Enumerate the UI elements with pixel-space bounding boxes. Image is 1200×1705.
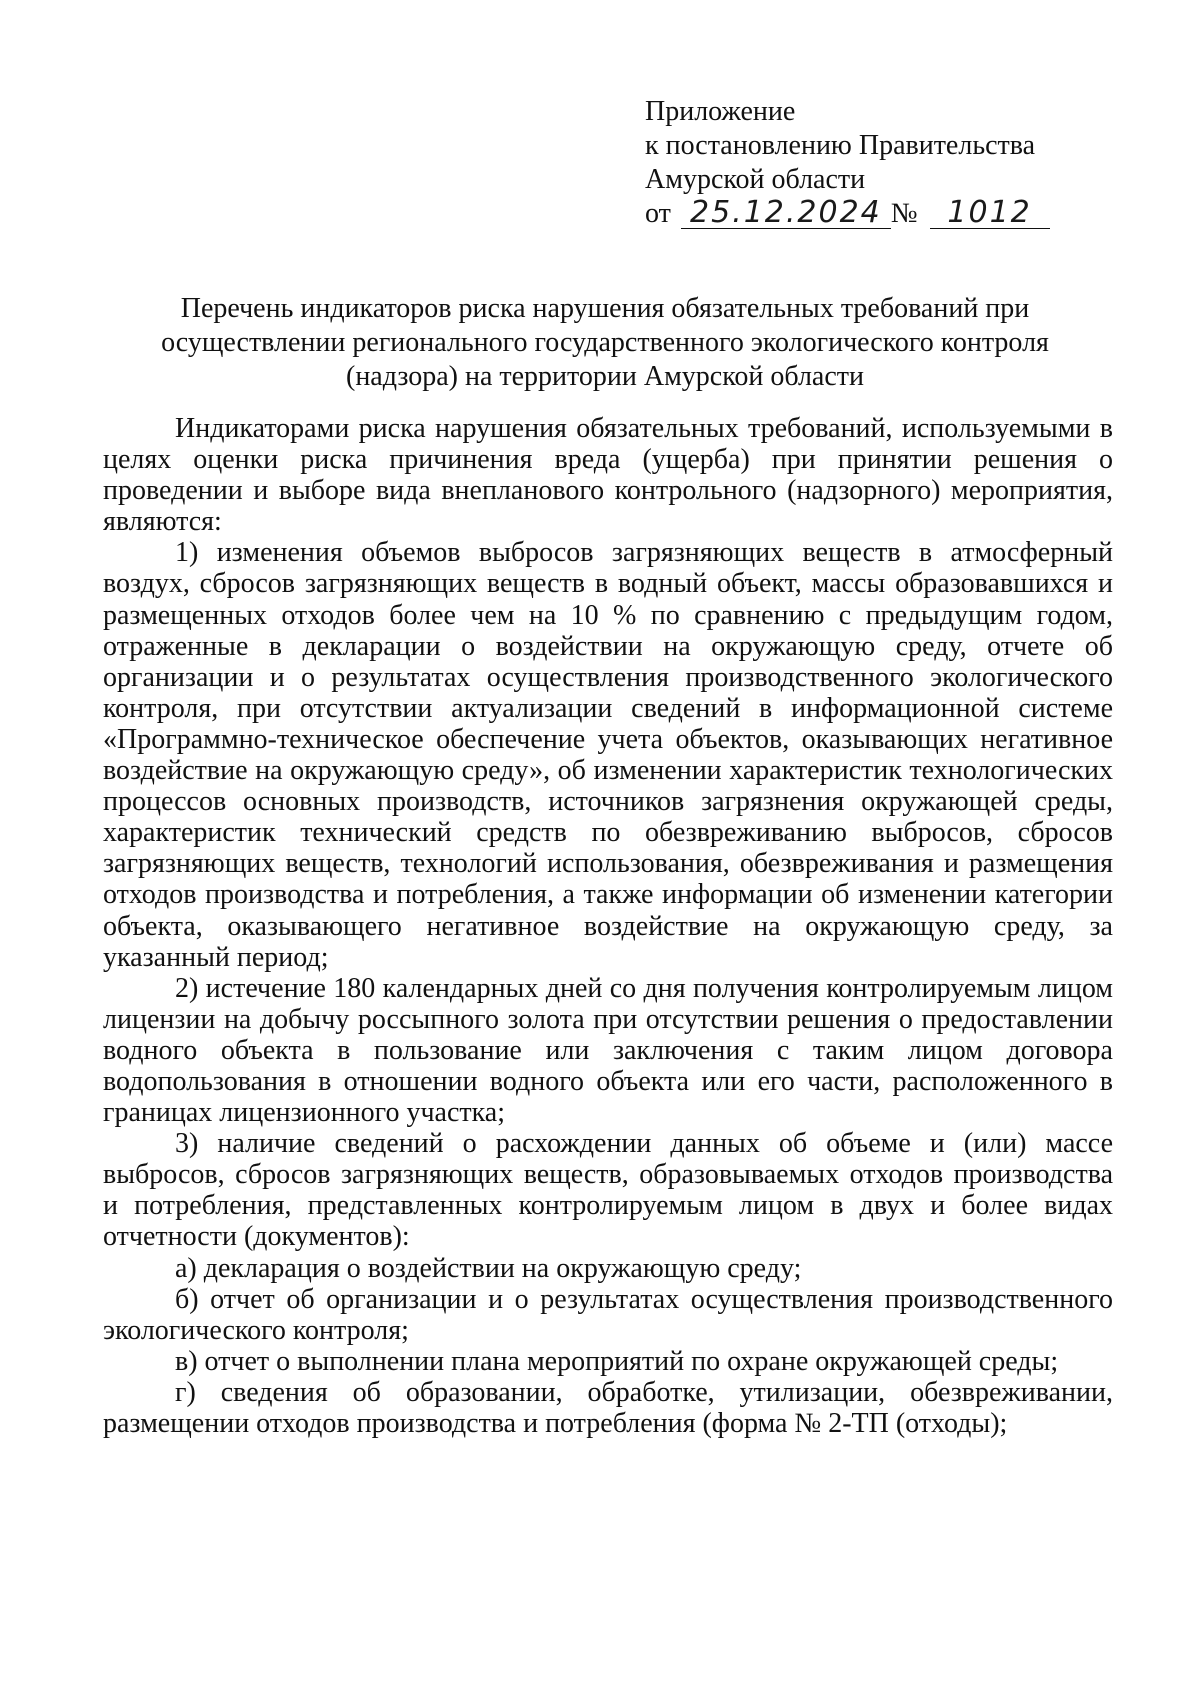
subitem-b-paragraph: б) отчет об организации и о результатах осуществления производственного экологического контроля; — [103, 1283, 1113, 1346]
handwritten-date: 25.12.2024 — [681, 198, 891, 229]
handwritten-number: 1012 — [930, 198, 1050, 229]
appendix-header — [645, 95, 1050, 231]
subitem-g-paragraph: г) сведения об образовании, обработке, утилизации, обезвреживании, размещении отходов производства и потребления (форма № 2-ТП (отходы); — [103, 1376, 1113, 1439]
subitem-a-paragraph: а) декларация о воздействии на окружающую среду; — [175, 1252, 802, 1284]
appendix-region: Амурской области — [645, 164, 866, 195]
appendix-resolution-ref: к постановлению Правительства — [645, 130, 1036, 161]
appendix-label: Приложение — [645, 96, 796, 127]
indicator-1-paragraph: 1) изменения объемов выбросов загрязняющих веществ в атмосферный воздух, сбросов загрязняющих веществ в водный объект, массы образовавшихся и размещенных отходов более чем на 10 % по сравнению с предыдущим годом, отраженные в декларации о воздействии на окружающую среду, отчете об организации и о результатах осуществления производственного экологического контроля, при отсутствии актуализации сведений в информационной системе «Программно-техническое обеспечение учета объектов, оказывающих негативное воздействие на окружающую среду», об изменении характеристик технологических процессов основных производств, источников загрязнения окружающей среды, характеристик технический средств по обезвреживанию выбросов, сбросов загрязняющих веществ, технологий использования, обезвреживания и размещения отходов производства и потребления, а также информации об изменении категории объекта, оказывающего негативное воздействие на окружающую среду, за указанный период; — [103, 537, 1113, 973]
date-prefix: от — [645, 198, 671, 229]
indicator-3-paragraph: 3) наличие сведений о расхождении данных об объеме и (или) массе выбросов, сбросов загрязняющих веществ, образовываемых отходов производства и потребления, представленных контролируемым лицом в двух и более видах отчетности (документов): — [103, 1128, 1113, 1253]
subitem-v-paragraph: в) отчет о выполнении плана мероприятий по охране окружающей среды; — [175, 1345, 1059, 1377]
document-body — [103, 413, 1113, 1439]
document-title: Перечень индикаторов риска нарушения обязательных требований при осуществлении регионального государственного экологического контроля (надзора) на территории Амурской области — [161, 293, 1049, 392]
indicator-2-paragraph: 2) истечение 180 календарных дней со дня получения контролируемым лицом лицензии на добычу россыпного золота при отсутствии решения о предоставлении водного объекта в пользование или заключения с таким лицом договора водопользования в отношении водного объекта или его части, расположенного в границах лицензионного участка; — [103, 972, 1113, 1129]
number-label: № — [890, 198, 918, 229]
appendix-date-number-line — [645, 197, 1050, 231]
intro-paragraph: Индикаторами риска нарушения обязательных требований, используемыми в целях оценки риска причинения вреда (ущерба) при принятии решения о проведении и выборе вида внепланового контрольного (надзорного) мероприятия, являются: — [103, 413, 1113, 538]
